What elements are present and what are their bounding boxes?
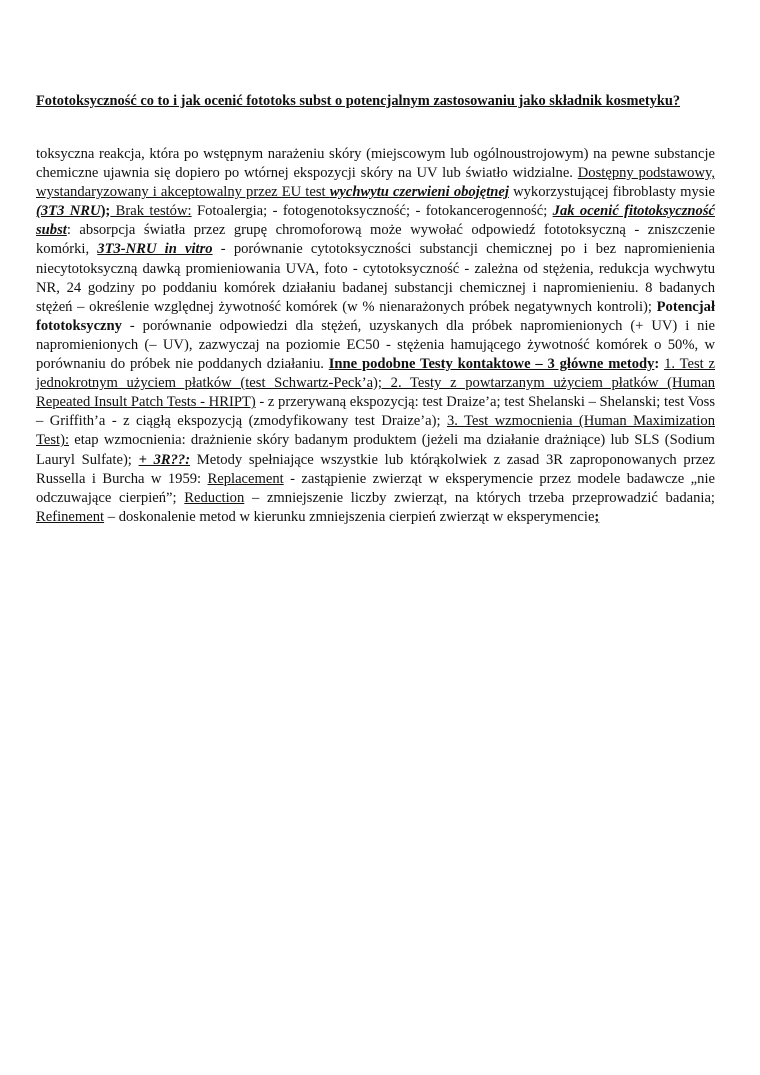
text-segment-bold-underlined: ; xyxy=(594,508,600,525)
text-segment-emphasis: (3T3 NRU xyxy=(36,203,101,220)
text-segment: etap wzmocnienia: drażnienie skóry badanym produktem (jeżeli ma działanie drażniące) lub SLS (Sodium Lauryl Sulfate); xyxy=(36,432,715,468)
text-segment: wykorzystującej fibroblasty mysie xyxy=(508,184,715,201)
text-segment-bold: ); xyxy=(100,203,111,220)
text-segment-emphasis: + 3R??: xyxy=(138,451,191,468)
text-segment-emphasis: Jak ocenić fitotoksyczność subst xyxy=(36,203,715,239)
text-segment-emphasis: 3T3-NRU in vitro xyxy=(97,241,213,258)
text-segment-underlined: 1. Test z jednokrotnym użyciem płatków (test Schwartz-Peck’a); 2. Testy z powtarzanym użyciem płatków (Human Repeated Insult Patch Tests - HRIPT) xyxy=(36,356,716,411)
text-segment-underlined: Brak testów: xyxy=(110,203,192,220)
text-segment-bold-underlined: Inne podobne Testy kontaktowe – 3 główne metody xyxy=(328,356,655,373)
text-segment-emphasis: wychwytu czerwieni obojętnej xyxy=(329,184,509,201)
text-segment-underlined: Replacement xyxy=(207,470,284,487)
text-segment-underlined: 3. Test wzmocnienia (Human Maximization Test): xyxy=(36,413,715,449)
text-segment-bold: : xyxy=(654,356,665,373)
text-segment: : absorpcja światła przez grupę chromoforową może wywołać odpowiedź fototoksyczną - zniszczenie komórki, xyxy=(36,222,715,258)
text-segment: - zastąpienie zwierząt w eksperymencie przez modele badawcze „nie odczuwające cierpień”; xyxy=(36,470,715,506)
text-segment-underlined: Refinement xyxy=(36,508,105,525)
text-segment: – doskonalenie metod w kierunku zmniejszenia cierpień zwierząt w eksperymencie xyxy=(104,508,595,525)
text-segment: toksyczna reakcja, która po wstępnym narażeniu skóry (miejscowym lub ogólnoustrojowym) na pewne substancje chemiczne ujawnia się dopiero po wtórnej ekspozycji skóry na UV lub światło widzialne. xyxy=(36,146,715,182)
text-segment: - z przerywaną ekspozycją: test Draize’a; test Shelanski – Shelanski; test Voss – Griffith’a - z ciągłą ekspozycją (zmodyfikowany test Draize’a); xyxy=(36,394,716,430)
text-segment: - porównanie cytotoksyczności substancji chemicznej po i bez napromienienia niecytotoksyczną dawką promieniowania UVA, foto - cytotoksyczność - zależna od stężenia, redukcja wychwytu NR, 24 godziny po poddaniu komórek działaniu badanej substancji chemicznej i napromienieniu. 8 badanych stężeń – określenie względnej żywotność komórek (w % nienarażonych próbek negatywnych kontroli); xyxy=(36,241,715,315)
text-segment-underlined: Reduction xyxy=(184,489,245,506)
text-segment: Fotoalergia; - fotogenotoksyczność; - fotokancerogenność; xyxy=(191,203,553,220)
page-title: Fototoksyczność co to i jak ocenić fototoks subst o potencjalnym zastosowaniu jako składnik kosmetyku? xyxy=(36,93,681,109)
text-segment-underlined: Dostępny podstawowy, wystandaryzowany i akceptowalny przez EU test xyxy=(36,165,715,201)
text-segment: Metody spełniające wszystkie lub którąkolwiek z zasad 3R zaproponowanych przez Russella i Burcha w 1959: xyxy=(36,451,716,487)
text-segment: – zmniejszenie liczby zwierząt, na których trzeba przeprowadzić badania; xyxy=(244,489,715,506)
body-paragraph xyxy=(36,145,715,527)
text-segment: - porównanie odpowiedzi dla stężeń, uzyskanych dla próbek napromienionych (+ UV) i nie napromienionych (– UV), zazwyczaj na poziomie EC50 - stężenia hamującego żywotność komórek o 50%, w porównaniu do próbek nie poddanych działaniu. xyxy=(36,317,715,373)
text-segment-bold: Potencjał fototoksyczny xyxy=(36,298,715,334)
